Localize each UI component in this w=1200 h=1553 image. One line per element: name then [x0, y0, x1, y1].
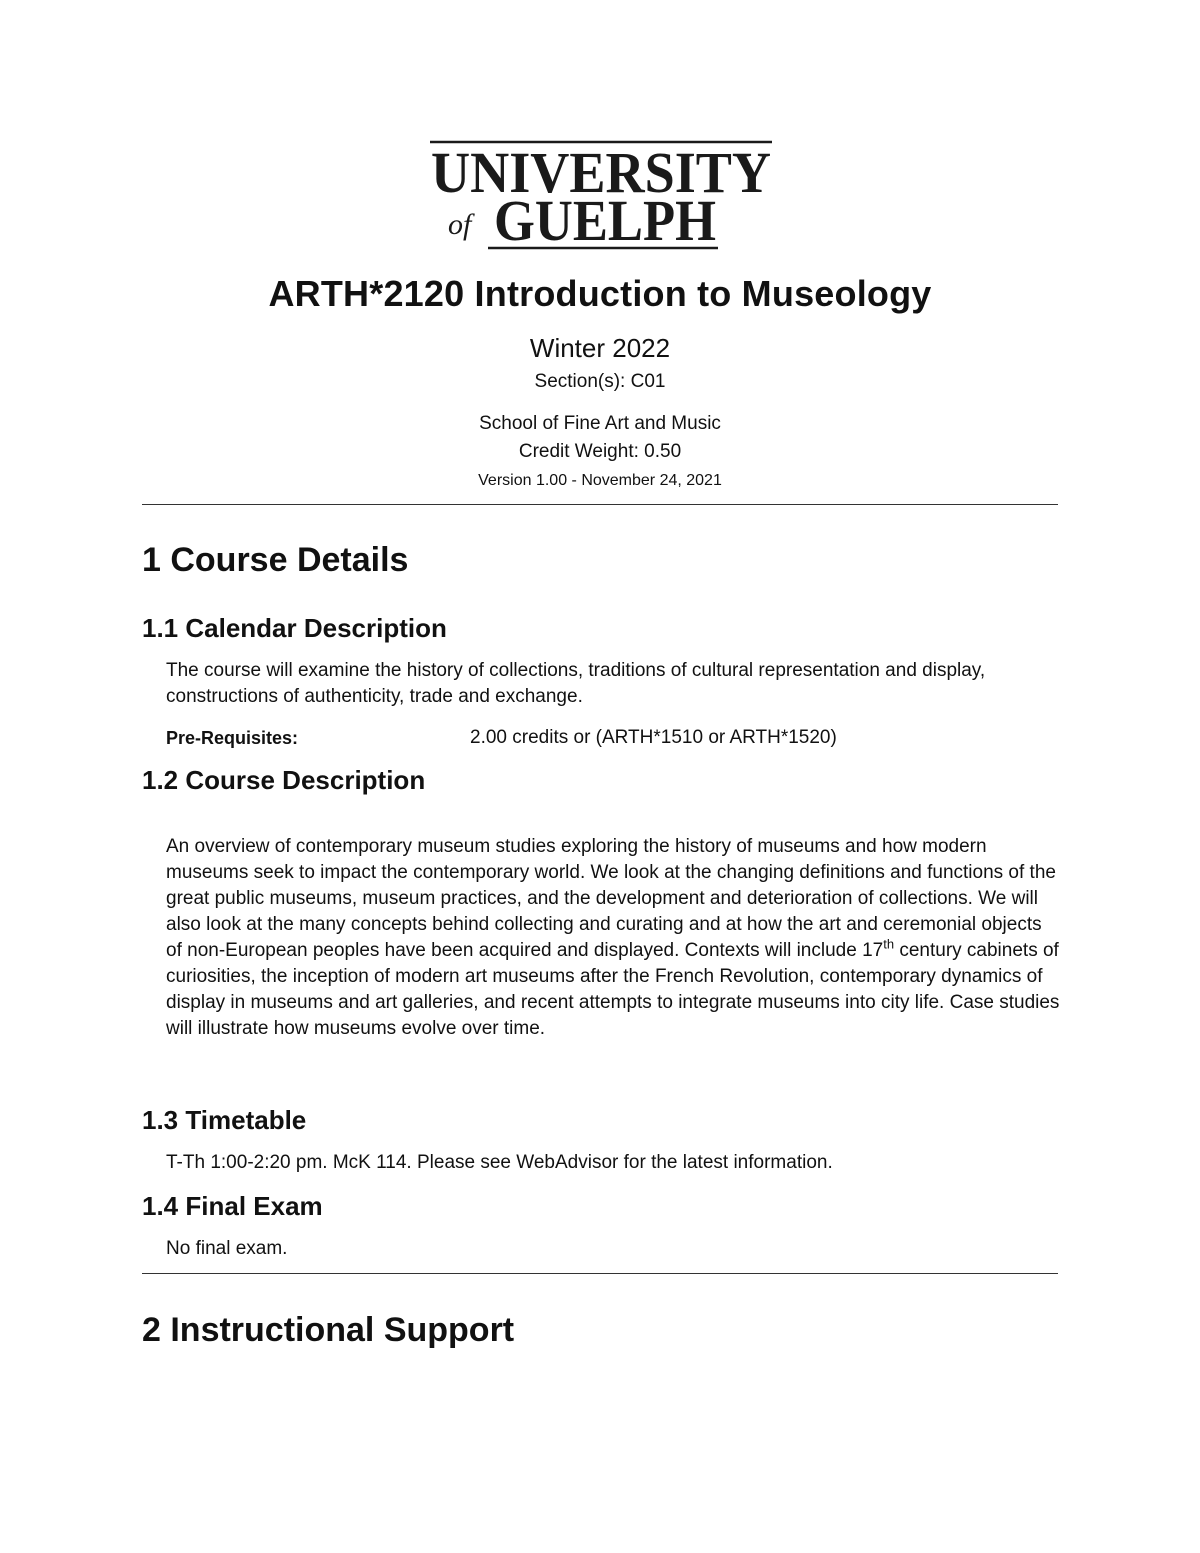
description-text-part1: An overview of contemporary museum studies exploring the history of museums and how modern museums seek to impact the contemporary world. We look at the changing definitions and functions of the great public museums, museum practices, and the development and deterioration of collections. We will also look at the many concepts behind collecting and curating and at how the art and ceremonial objects of non-European peoples have been acquired and displayed. Contexts will include 17 [166, 836, 1056, 961]
divider [142, 504, 1058, 505]
credit-weight: Credit Weight: 0.50 [518, 441, 682, 462]
course-header [0, 268, 1200, 494]
prereq-value: 2.00 credits or (ARTH*1510 or ARTH*1520) [470, 727, 837, 748]
prereq-label: Pre-Requisites: [166, 728, 299, 748]
final-exam-text: No final exam. [166, 1238, 288, 1259]
subsection-heading-description: 1.2 Course Description [142, 765, 426, 795]
subsection-heading-timetable: 1.3 Timetable [142, 1105, 307, 1135]
divider [142, 1273, 1058, 1274]
course-description [166, 834, 1061, 1042]
timetable-text: T-Th 1:00-2:20 pm. McK 114. Please see WebAdvisor for the latest information. [166, 1152, 833, 1173]
university-logo [428, 140, 774, 252]
term: Winter 2022 [529, 333, 671, 363]
calendar-description: The course will examine the history of collections, traditions of cultural representation and display, constructions of authenticity, trade and exchange. [166, 660, 986, 707]
description-superscript: th [883, 936, 895, 952]
course-title: ARTH*2120 Introduction to Museology [268, 273, 932, 314]
section-heading-course-details: 1 Course Details [142, 541, 409, 579]
school-name: School of Fine Art and Music [479, 413, 721, 434]
svg-text:GUELPH: GUELPH [494, 188, 716, 252]
section: Section(s): C01 [534, 371, 666, 392]
description-text-part2: century cabinets of curiosities, the inception of modern art museums after the French Revolution, contemporary dynamics of display in museums and art galleries, and recent attempts to integrate museums into city life. Case studies will illustrate how museums evolve over time. [166, 940, 1060, 1039]
version-date: Version 1.00 - November 24, 2021 [478, 472, 722, 489]
svg-text:UNIVERSITY: UNIVERSITY [431, 140, 771, 205]
subsection-heading-calendar: 1.1 Calendar Description [142, 613, 447, 643]
subsection-heading-final-exam: 1.4 Final Exam [142, 1191, 323, 1221]
section-heading-instructional-support: 2 Instructional Support [142, 1311, 515, 1349]
svg-text:of: of [448, 208, 472, 241]
